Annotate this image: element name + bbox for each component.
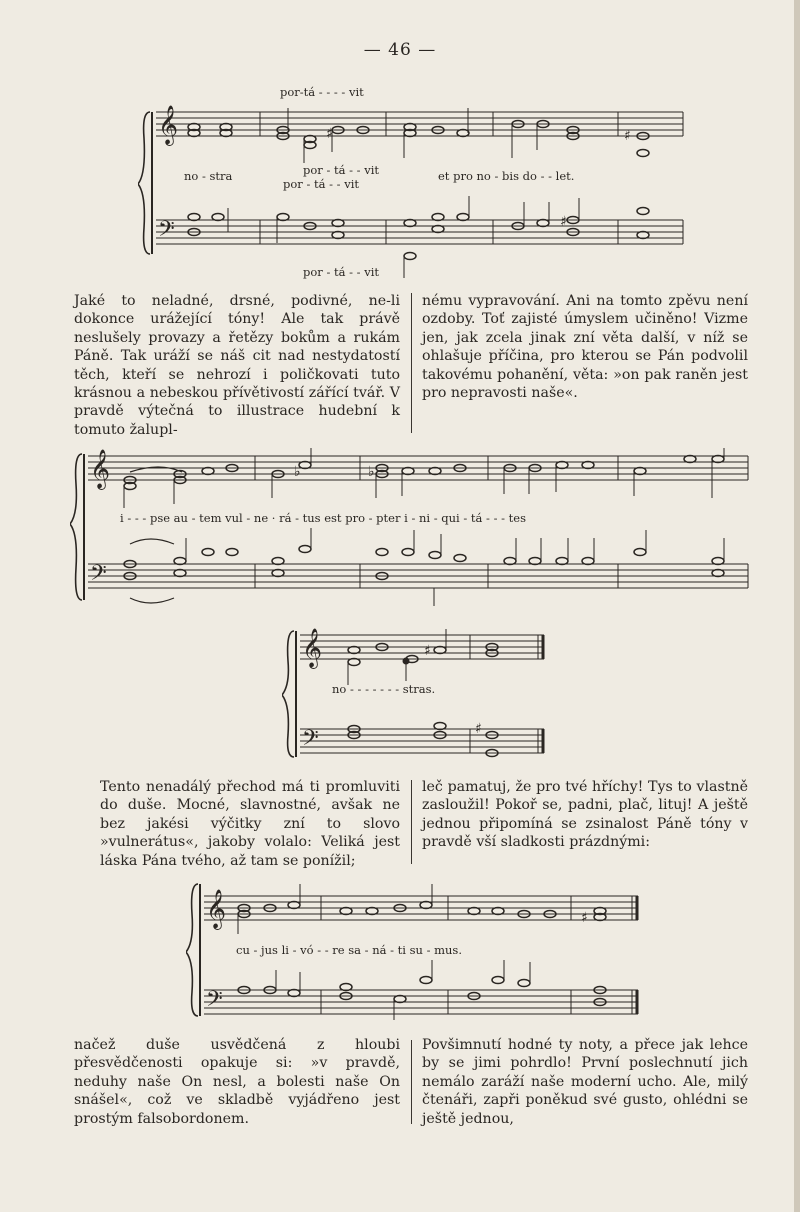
svg-text:♯: ♯ <box>624 128 631 144</box>
lyric-right: et pro no - bis do - - let. <box>438 169 575 183</box>
svg-text:♯: ♯ <box>424 643 431 659</box>
svg-text:♯: ♯ <box>581 910 588 926</box>
svg-text:𝄢: 𝄢 <box>206 987 223 1017</box>
text-column-left-3: načež duše usvědčená z hloubi přesvědčenosti opakuje si: »v pravdě, neduhy naše On nesl, a bolesti naše On snášel«, což ve skladbě vyjádřeno jest prostým falsobordonem. <box>74 1037 400 1127</box>
svg-text:𝄞: 𝄞 <box>158 105 179 145</box>
svg-text:𝄢: 𝄢 <box>302 726 319 756</box>
lyric-mid-2: por - tá - - vit <box>283 177 359 191</box>
svg-text:♭: ♭ <box>294 464 301 480</box>
lyric-mid-1: por - tá - - vit <box>303 163 379 177</box>
lyric-system-2: i - - - pse au - tem vul - ne · rá - tus est pro - pter i - ni - qui - tá - - - tes <box>120 511 527 525</box>
svg-text:𝄞: 𝄞 <box>302 628 323 668</box>
score-system-4 <box>186 876 646 1024</box>
text-column-left-1: Jaké to neladné, drsné, podivné, ne-li dokonce urážející tóny! Ale tak právě neslušely provazy a řetězy bokům a rukám Páně. Tak uráží se náš cit nad nestydatostí těch, kteří se nehrozí i poličkovati tuto krásnou a nebeskou přívětivostí zářící tvář. V pravdě výtečná to illustrace hudební k tomuto žalupl- <box>74 293 400 438</box>
svg-text:𝄞: 𝄞 <box>206 889 227 929</box>
svg-text:♯: ♯ <box>326 126 333 142</box>
column-divider-2 <box>411 780 412 864</box>
svg-text:𝄢: 𝄢 <box>90 561 107 591</box>
page-number: — 46 — <box>363 40 437 60</box>
lyric-system-4: cu - jus li - vó - - re sa - ná - ti su - mus. <box>236 943 462 957</box>
svg-text:♯: ♯ <box>560 214 567 230</box>
column-divider-3 <box>411 1040 412 1124</box>
svg-text:♯: ♯ <box>475 721 482 737</box>
lyric-system-3: no - - - - - - - stras. <box>332 682 436 696</box>
score-system-1 <box>138 78 690 284</box>
score-system-2 <box>70 448 760 608</box>
svg-text:♭: ♭ <box>368 464 375 480</box>
score-system-3 <box>282 625 552 763</box>
svg-text:𝄞: 𝄞 <box>90 449 111 489</box>
svg-text:𝄢: 𝄢 <box>158 217 175 247</box>
text-column-right-3: Povšimnutí hodné ty noty, a přece jak lehce by se jimi pohrdlo! První poslechnutí jich nemálo zaráží naše moderní ucho. Ale, milý čtenáři, zapři poněkud své gusto, ohlédni se ještě jednou, <box>422 1037 748 1127</box>
page-edge <box>794 0 800 1212</box>
text-column-right-1: nému vypravování. Ani na tomto zpěvu není ozdoby. Toť zajisté úmyslem učiněno! Vizme jen, jak zcela jinak zní věta další, v níž se ohlašuje příčina, pro kterou se Pán podvolil takovému pohanění, věta: »on pak raněn jest pro nepravosti naše«. <box>422 293 748 402</box>
lyric-left: no - stra <box>184 169 233 183</box>
lyric-bottom: por - tá - - vit <box>303 265 379 279</box>
text-column-left-2: Tento nenadálý přechod má ti promluviti do duše. Mocné, slavnostné, avšak ne bez jakési výčitky zní to slovo »vulnerátus«, jakoby volalo: Veliká jest láska Pána tvého, až tam se ponížil; <box>100 779 400 869</box>
text-column-right-2: leč pamatuj, že pro tvé hříchy! Tys to vlastně zasloužil! Pokoř se, padni, plač, lituj! A ještě jednou připomíná se zsinalost Páně tóny v pravdě vší sladkosti prázdnými: <box>422 779 748 851</box>
column-divider-1 <box>411 293 412 433</box>
lyric-top: por-tá - - - - vit <box>280 85 364 99</box>
